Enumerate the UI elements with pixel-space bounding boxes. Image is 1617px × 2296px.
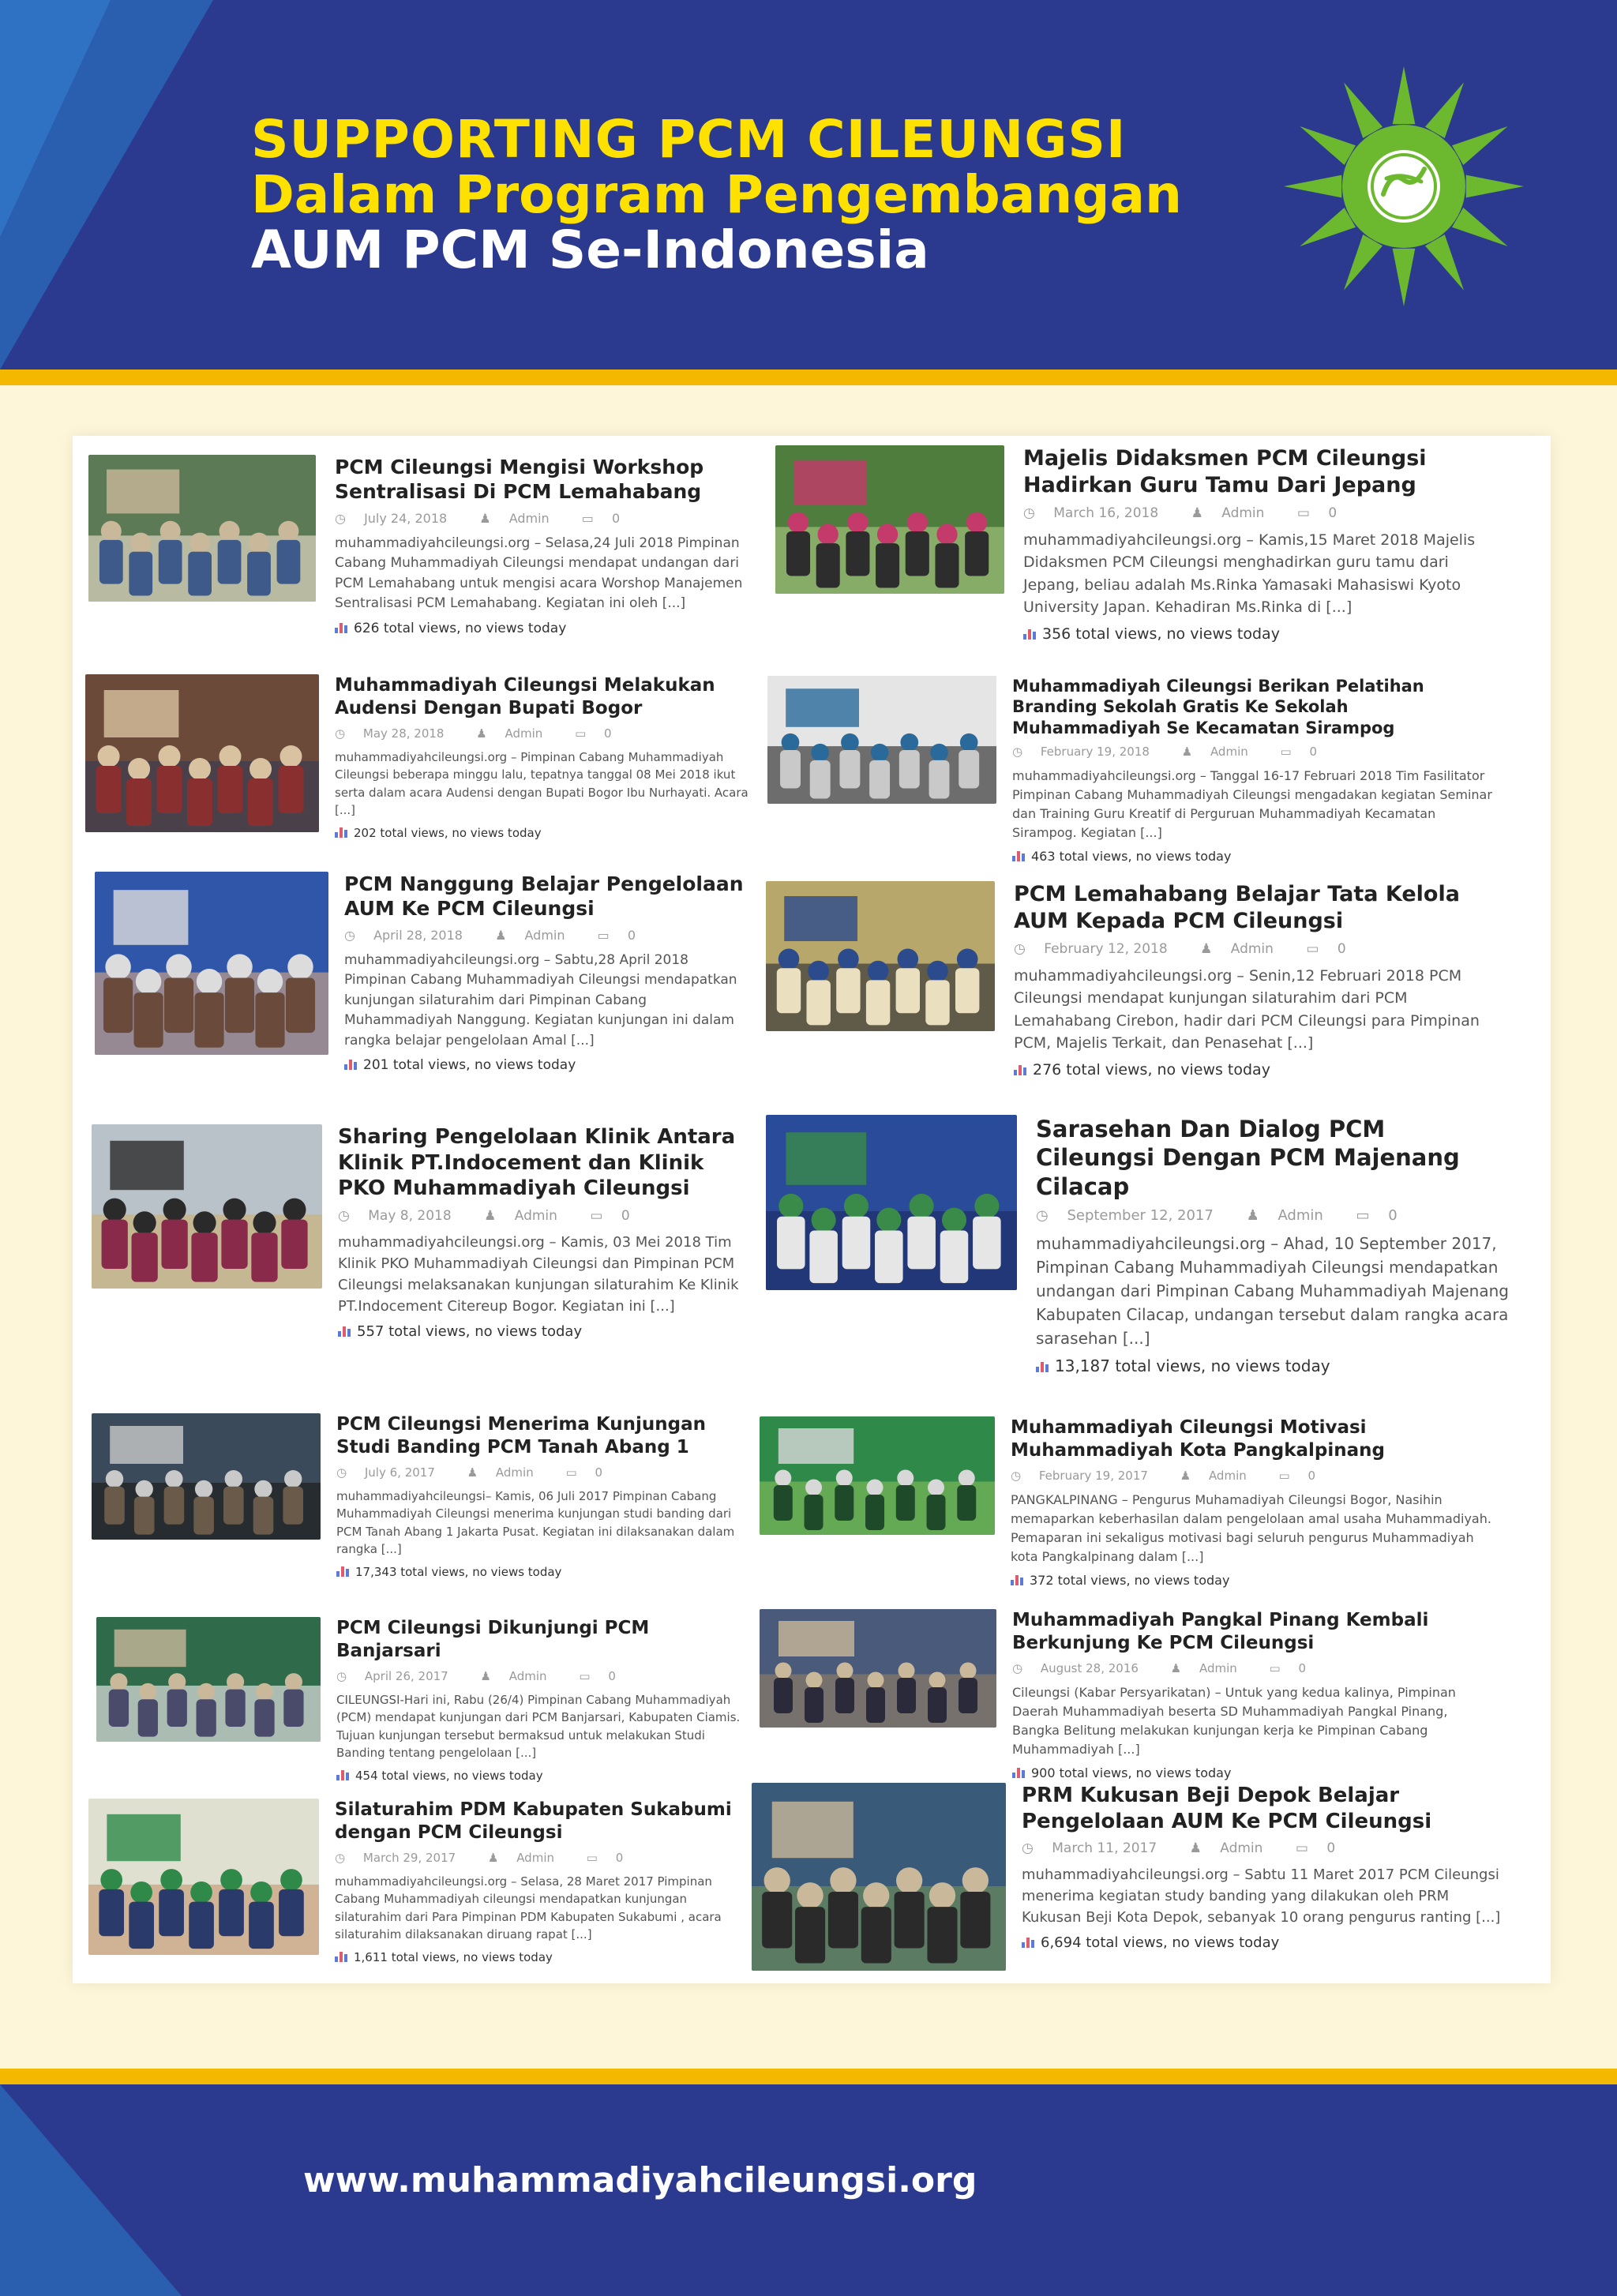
post-author[interactable] — [467, 1465, 548, 1480]
post-author-text: Admin — [508, 510, 550, 526]
post-comments[interactable] — [1270, 1661, 1321, 1675]
post-date — [338, 1208, 466, 1224]
post-title[interactable]: PCM Nanggung Belajar Pengelolaan AUM Ke PCM Cileungsi — [344, 872, 744, 921]
header-gold-stripe — [0, 370, 1617, 385]
post-thumbnail[interactable] — [760, 1609, 996, 1728]
bar-chart-icon — [1012, 850, 1025, 861]
post-meta — [335, 511, 745, 526]
post-body — [1011, 1416, 1492, 1588]
post-thumbnail[interactable] — [766, 881, 995, 1031]
post-body — [335, 1799, 745, 1964]
post-views — [335, 621, 745, 636]
bar-chart-icon — [344, 1059, 357, 1070]
comment-icon: ▭ — [586, 1850, 598, 1865]
post-body — [1022, 1783, 1511, 1951]
post-meta — [336, 1465, 747, 1480]
post-date-text: May 28, 2018 — [362, 726, 445, 741]
post-body — [338, 1124, 756, 1340]
post-date-text: February 19, 2017 — [1038, 1468, 1148, 1483]
clock-icon: ◷ — [336, 1668, 347, 1683]
post-date-text: July 24, 2018 — [364, 510, 448, 526]
comment-icon: ▭ — [597, 927, 610, 943]
post-thumbnail[interactable] — [767, 676, 996, 804]
post-author[interactable] — [481, 1669, 561, 1683]
post-date — [335, 511, 461, 526]
post-comments[interactable] — [1279, 1469, 1330, 1483]
post-meta — [338, 1208, 756, 1224]
post-excerpt: muhammadiyahcileungsi.org – Sabtu,28 April 2018 Pimpinan Cabang Muhammadiyah Cileungsi mendapatkan kunjungan silaturahim dari Pimpinan Cabang Muhammadiyah Nanggung. Kegiatan kunjungan ini dalam rangka belajar pengelolaan Amal [...] — [344, 951, 737, 1049]
user-icon: ♟ — [484, 1207, 497, 1224]
post-views-text: 463 total views, no views today — [1031, 848, 1232, 864]
post-author-text: Admin — [516, 1850, 554, 1865]
post-meta — [1012, 745, 1502, 759]
post-excerpt: CILEUNGSI-Hari ini, Rabu (26/4) Pimpinan Cabang Muhammadiyah (PCM) mendapat kunjungan dari PCM Banjarsari, Kabupaten Ciamis. Tujuan kunjungan tersebut bermaksud untuk melakukan Studi Banding tentang pengelolaan [...] — [336, 1692, 741, 1760]
footer-gold-stripe — [0, 2069, 1617, 2084]
post-excerpt: muhammadiyahcileungsi.org – Selasa, 28 Maret 2017 Pimpinan Cabang Muhammadiyah cileungsi mendapatkan kunjungan silaturahim dari Para Pimpinan PDM Kabupaten Sukabumi , acara silaturahim dilaksanakan diruang rapat [...] — [335, 1874, 722, 1941]
user-icon: ♟ — [1180, 1468, 1191, 1483]
user-icon: ♟ — [1189, 1840, 1202, 1856]
post-comments-count: 0 — [1298, 1660, 1307, 1675]
post-author[interactable] — [488, 1851, 568, 1865]
clock-icon: ◷ — [1022, 1840, 1034, 1856]
post-views-text: 626 total views, no views today — [354, 620, 567, 636]
post-views-text: 454 total views, no views today — [355, 1768, 543, 1783]
post-excerpt: muhammadiyahcileungsi.org – Tanggal 16-17 Februari 2018 Tim Fasilitator Pimpinan Cabang Muhammadiyah Cileungsi mengadakan kegiatan Seminar dan Training Guru Kreatif di Perguruan Muhammadiyah Kecamatan Sirampog. Kegiatan [...] — [1012, 767, 1492, 840]
comment-icon: ▭ — [581, 510, 594, 526]
post-views-text: 201 total views, no views today — [363, 1057, 576, 1073]
clock-icon: ◷ — [1014, 940, 1026, 957]
bar-chart-icon — [1014, 1064, 1026, 1075]
post-date-text: May 8, 2018 — [368, 1207, 452, 1224]
post-comments[interactable] — [1296, 1840, 1349, 1856]
post-date-text: March 16, 2018 — [1053, 505, 1159, 521]
clock-icon: ◷ — [1011, 1468, 1022, 1483]
user-icon: ♟ — [1170, 1660, 1182, 1675]
user-icon: ♟ — [480, 1668, 491, 1683]
user-icon: ♟ — [1191, 505, 1203, 521]
post-comments-count: 0 — [1328, 505, 1337, 521]
post-author[interactable] — [476, 726, 557, 741]
post-comments[interactable] — [582, 511, 634, 526]
post-date-text: September 12, 2017 — [1067, 1206, 1214, 1224]
user-icon: ♟ — [1200, 940, 1213, 957]
clock-icon: ◷ — [1012, 1660, 1023, 1675]
post-author[interactable] — [495, 928, 579, 943]
post-views-text: 13,187 total views, no views today — [1055, 1356, 1330, 1375]
post-comments-count: 0 — [1337, 940, 1346, 957]
bar-chart-icon — [1012, 1767, 1025, 1778]
post-thumbnail[interactable] — [92, 1413, 321, 1540]
post-author-text: Admin — [1210, 744, 1248, 759]
bar-chart-icon — [335, 622, 347, 633]
post-author[interactable] — [1182, 745, 1262, 759]
post-title[interactable]: Sharing Pengelolaan Klinik Antara Klinik PT.Indocement dan Klinik PKO Muhammadiyah Cileungsi — [338, 1125, 736, 1200]
comment-icon: ▭ — [1356, 1206, 1370, 1224]
muhammadiyah-logo-icon — [1279, 62, 1529, 311]
bar-chart-icon — [335, 827, 347, 838]
post-author-text: Admin — [1208, 1468, 1247, 1483]
post-body — [336, 1413, 747, 1579]
post-views — [336, 1565, 747, 1579]
post-comments-count: 0 — [595, 1465, 602, 1480]
post-body — [1014, 881, 1503, 1079]
post-excerpt: muhammadiyahcileungsi.org – Ahad, 10 September 2017, Pimpinan Cabang Muhammadiyah Cileungsi mendapatkan undangan dari Pimpinan Cabang Muhammadiyah Majenang Kabupaten Cilacap, undangan tersebut dalam rangka acara sarasehan [...] — [1036, 1233, 1509, 1348]
post-views-text: 900 total views, no views today — [1031, 1765, 1232, 1780]
post-body — [335, 455, 745, 636]
post-meta — [335, 726, 761, 741]
post-views — [1012, 1765, 1494, 1780]
post-author-text: Admin — [1230, 940, 1274, 957]
clock-icon: ◷ — [344, 927, 355, 943]
post-thumbnail[interactable] — [88, 455, 316, 602]
post-views — [1014, 1061, 1503, 1079]
post-excerpt: Cileungsi (Kabar Persyarikatan) – Untuk yang kedua kalinya, Pimpinan Daerah Muhammadiyah beserta SD Muhammadiyah Pangkal Pinang, Bangka Belitung melakukan kunjungan kerja ke Pimpinan Cabang Muhammadiyah [...] — [1012, 1684, 1456, 1757]
post-excerpt: muhammadiyahcileungsi.org – Kamis,15 Maret 2018 Majelis Didaksmen PCM Cileungsi menghadirkan guru tamu dari Jepang, beliau adalah Ms.Rinka Yamasaki Mahasiswi Kyoto University Japan. Kehadiran Ms.Rinka di [...] — [1023, 531, 1476, 616]
post-views-text: 356 total views, no views today — [1042, 625, 1280, 643]
post-date — [335, 726, 458, 741]
post-date-text: July 6, 2017 — [364, 1465, 435, 1480]
post-title[interactable]: PCM Cileungsi Mengisi Workshop Sentralisasi Di PCM Lemahabang — [335, 456, 704, 504]
comment-icon: ▭ — [590, 1207, 603, 1224]
post-views-text: 1,611 total views, no views today — [354, 1949, 553, 1964]
post-date — [1012, 1661, 1153, 1675]
headline-line-3: AUM PCM Se-Indonesia — [251, 219, 929, 280]
post-meta — [1012, 1661, 1494, 1675]
post-body — [344, 872, 755, 1073]
comment-icon: ▭ — [1280, 744, 1292, 759]
post-views-text: 276 total views, no views today — [1033, 1060, 1270, 1079]
post-date-text: February 12, 2018 — [1044, 940, 1168, 957]
post-title[interactable]: PCM Lemahabang Belajar Tata Kelola AUM Kepada PCM Cileungsi — [1014, 882, 1460, 933]
comment-icon: ▭ — [1269, 1660, 1281, 1675]
post-date — [336, 1465, 449, 1480]
post-thumbnail[interactable] — [92, 1124, 322, 1289]
post-title[interactable]: Muhammadiyah Pangkal Pinang Kembali Berkunjung Ke PCM Cileungsi — [1012, 1610, 1429, 1653]
post-thumbnail[interactable] — [760, 1416, 995, 1535]
clock-icon: ◷ — [1036, 1206, 1049, 1224]
bar-chart-icon — [336, 1769, 349, 1780]
post-views — [1023, 625, 1497, 643]
clock-icon: ◷ — [335, 726, 346, 741]
comment-icon: ▭ — [575, 726, 587, 741]
post-excerpt: muhammadiyahcileungsi.org – Senin,12 Februari 2018 PCM Cileungsi mendapat kunjungan silaturahim dari PCM Lemahabang Cirebon, hadir dari PCM Cileungsi para Pimpinan PCM, Majelis Terkait, dan Penasehat [...] — [1014, 966, 1480, 1052]
user-icon: ♟ — [479, 510, 491, 526]
post-meta — [1022, 1840, 1511, 1856]
post-date — [335, 1851, 470, 1865]
post-body — [1012, 676, 1502, 864]
post-meta — [336, 1669, 747, 1683]
post-comments[interactable] — [1281, 745, 1332, 759]
post-views — [335, 1950, 745, 1964]
post-date-text: March 11, 2017 — [1052, 1840, 1157, 1856]
user-icon: ♟ — [476, 726, 487, 741]
post-author[interactable] — [1200, 941, 1288, 957]
post-date-text: February 19, 2018 — [1040, 744, 1150, 759]
post-author[interactable] — [479, 511, 563, 526]
post-meta — [1011, 1469, 1492, 1483]
post-thumbnail[interactable] — [85, 674, 319, 832]
post-views-text: 17,343 total views, no views today — [355, 1564, 562, 1579]
post-views — [338, 1323, 756, 1340]
post-author-text: Admin — [508, 1668, 547, 1683]
post-date-text: March 29, 2017 — [362, 1850, 456, 1865]
post-body — [1036, 1115, 1510, 1375]
post-comments[interactable] — [590, 1208, 643, 1224]
post-author-text: Admin — [1277, 1206, 1323, 1224]
post-views-text: 6,694 total views, no views today — [1041, 1934, 1280, 1951]
user-icon: ♟ — [1246, 1206, 1259, 1224]
bar-chart-icon — [336, 1566, 349, 1577]
post-author-text: Admin — [1221, 505, 1265, 521]
clock-icon: ◷ — [335, 1850, 346, 1865]
comment-icon: ▭ — [1295, 1840, 1308, 1856]
post-title[interactable]: Muhammadiyah Cileungsi Melakukan Audensi Dengan Bupati Bogor — [335, 675, 715, 718]
post-title[interactable]: PRM Kukusan Beji Depok Belajar Pengelolaan AUM Ke PCM Cileungsi — [1022, 1784, 1432, 1833]
bar-chart-icon — [338, 1326, 351, 1337]
post-comments-count: 0 — [604, 726, 612, 741]
post-comments-count: 0 — [627, 927, 636, 943]
post-date — [1011, 1469, 1162, 1483]
post-excerpt: PANGKALPINANG – Pengurus Muhamadiyah Cileungsi Bogor, Nasihin memaparkan keberhasilan dalam pengelolaan amal usaha Muhammadiyah. Pemaparan ini sekaligus motivasi bagi seluruh pengurus Muhammadiyah kota Pangkalpinang dalam [...] — [1011, 1491, 1491, 1564]
post-thumbnail[interactable] — [88, 1799, 319, 1955]
comment-icon: ▭ — [579, 1668, 591, 1683]
post-title[interactable]: PCM Cileungsi Dikunjungi PCM Banjarsari — [336, 1618, 650, 1661]
post-comments-count: 0 — [608, 1668, 616, 1683]
post-views-text: 557 total views, no views today — [357, 1322, 583, 1340]
post-comments-count: 0 — [1326, 1840, 1336, 1856]
clock-icon: ◷ — [1023, 505, 1035, 521]
post-date-text: April 26, 2017 — [364, 1668, 448, 1683]
post-excerpt: muhammadiyahcileungsi.org – Sabtu 11 Maret 2017 PCM Cileungsi menerima kegiatan study banding yang dilakukan oleh PRM Kukusan Beji Kota Depok, sebanyak 10 orang pengurus ranting [...] — [1022, 1866, 1501, 1926]
comment-icon: ▭ — [565, 1465, 577, 1480]
post-title[interactable]: Muhammadiyah Cileungsi Motivasi Muhammadiyah Kota Pangkalpinang — [1011, 1417, 1385, 1461]
comment-icon: ▭ — [1306, 940, 1319, 957]
post-author-text: Admin — [514, 1207, 557, 1224]
post-title[interactable]: Majelis Didaksmen PCM Cileungsi Hadirkan Guru Tamu Dari Jepang — [1023, 446, 1427, 497]
post-views-text: 202 total views, no views today — [354, 825, 542, 840]
post-date — [1022, 1840, 1171, 1856]
post-thumbnail[interactable] — [775, 445, 1004, 594]
user-icon: ♟ — [487, 1850, 499, 1865]
post-thumbnail[interactable] — [752, 1783, 1006, 1971]
post-author[interactable] — [1180, 1469, 1261, 1483]
post-author[interactable] — [1191, 505, 1279, 521]
post-views — [1011, 1573, 1492, 1588]
post-date-text: April 28, 2018 — [373, 927, 463, 943]
post-title[interactable]: Sarasehan Dan Dialog PCM Cileungsi Dengan PCM Majenang Cilacap — [1036, 1116, 1460, 1200]
header-banner — [0, 0, 1617, 370]
post-excerpt: muhammadiyahcileungsi– Kamis, 06 Juli 2017 Pimpinan Cabang Muhammadiyah Cileungsi menerima kunjungan studi banding dari PCM Tanah Abang 1 Jakarta Pusat. Kegiatan ini dilaksanakan dalam rangka [...] — [336, 1488, 735, 1556]
post-views-text: 372 total views, no views today — [1030, 1572, 1230, 1588]
post-date-text: August 28, 2016 — [1040, 1660, 1139, 1675]
post-comments[interactable] — [565, 1465, 617, 1480]
user-icon: ♟ — [1181, 744, 1193, 759]
post-body — [336, 1617, 747, 1783]
headline-line-2: Dalam Program Pengembangan — [251, 164, 1183, 225]
post-author-text: Admin — [1220, 1840, 1263, 1856]
post-views — [1012, 849, 1502, 864]
website-url[interactable]: www.muhammadiyahcileungsi.org — [303, 2160, 977, 2200]
post-meta — [335, 1851, 745, 1865]
post-excerpt: muhammadiyahcileungsi.org – Kamis, 03 Mei 2018 Tim Klinik PKO Muhammadiyah Cileungsi dan Pimpinan PCM Cileungsi melaksanakan kunjungan silaturahim Ke Klinik PT.Indocement Citereup Bogor. Kegiatan ini [...] — [338, 1233, 739, 1315]
post-author-text: Admin — [505, 726, 543, 741]
post-views — [336, 1769, 747, 1783]
post-thumbnail[interactable] — [95, 872, 328, 1055]
post-comments-count: 0 — [615, 1850, 624, 1865]
post-title[interactable]: Muhammadiyah Cileungsi Berikan Pelatihan Branding Sekolah Gratis Ke Sekolah Muhammadiyah Se Kecamatan Sirampog — [1012, 677, 1424, 737]
post-author[interactable] — [484, 1208, 572, 1224]
post-date — [336, 1669, 463, 1683]
bar-chart-icon — [1022, 1937, 1034, 1948]
post-date — [1023, 505, 1172, 521]
post-meta — [1023, 505, 1497, 521]
post-views — [335, 826, 761, 840]
post-comments-count: 0 — [612, 510, 621, 526]
bar-chart-icon — [1011, 1574, 1023, 1585]
user-icon: ♟ — [495, 927, 507, 943]
bar-chart-icon — [335, 1951, 347, 1962]
post-author[interactable] — [1171, 1661, 1251, 1675]
post-body — [1023, 445, 1497, 643]
post-date — [344, 928, 477, 943]
post-views — [1022, 1934, 1511, 1951]
post-excerpt: muhammadiyahcileungsi.org – Selasa,24 Juli 2018 Pimpinan Cabang Muhammadiyah Cileungsi mendapat undangan dari PCM Lemahabang untuk mengisi acara Worshop Manajemen Sentralisasi PCM Lemahabang. Kegiatan ini oleh [...] — [335, 535, 743, 611]
post-author-text: Admin — [1199, 1660, 1237, 1675]
post-body — [335, 674, 761, 840]
clock-icon: ◷ — [1012, 744, 1023, 759]
post-author[interactable] — [1247, 1207, 1337, 1224]
headline-line-1: SUPPORTING PCM CILEUNGSI — [251, 109, 1127, 170]
clock-icon: ◷ — [335, 510, 346, 526]
post-meta — [1036, 1207, 1510, 1224]
post-title[interactable]: PCM Cileungsi Menerima Kunjungan Studi Banding PCM Tanah Abang 1 — [336, 1414, 707, 1458]
post-comments[interactable] — [587, 1851, 638, 1865]
post-comments[interactable] — [1356, 1207, 1412, 1224]
header-accent-shape-light — [0, 0, 111, 237]
post-comments-count: 0 — [1309, 744, 1318, 759]
comment-icon: ▭ — [1278, 1468, 1290, 1483]
post-comments[interactable] — [1297, 505, 1351, 521]
bar-chart-icon — [1023, 628, 1036, 640]
post-comments[interactable] — [1306, 941, 1360, 957]
post-body — [1012, 1609, 1494, 1780]
clock-icon: ◷ — [338, 1207, 350, 1224]
post-author-text: Admin — [495, 1465, 534, 1480]
comment-icon: ▭ — [1296, 505, 1310, 521]
post-comments[interactable] — [575, 726, 626, 741]
post-thumbnail[interactable] — [96, 1617, 321, 1742]
post-excerpt: muhammadiyahcileungsi.org – Pimpinan Cabang Muhammadiyah Cileungsi beberapa minggu lalu, tepatnya tanggal 08 Mei 2018 ikut serta dalam acara Audensi dengan Bupati Bogor Ibu Nurhayati. Acara [...] — [335, 749, 748, 817]
post-views — [344, 1057, 755, 1073]
post-author[interactable] — [1190, 1840, 1277, 1856]
post-date — [1012, 745, 1164, 759]
post-date — [1036, 1207, 1228, 1224]
post-date — [1014, 941, 1182, 957]
post-comments[interactable] — [579, 1669, 630, 1683]
post-title[interactable]: Silaturahim PDM Kabupaten Sukabumi dengan PCM Cileungsi — [335, 1799, 732, 1843]
post-comments[interactable] — [598, 928, 650, 943]
post-comments-count: 0 — [1307, 1468, 1316, 1483]
post-meta — [344, 928, 755, 943]
post-thumbnail[interactable] — [766, 1115, 1017, 1290]
post-views — [1036, 1356, 1510, 1375]
bar-chart-icon — [1036, 1361, 1049, 1372]
footer-accent-shape — [0, 2084, 182, 2296]
post-author-text: Admin — [524, 927, 565, 943]
post-comments-count: 0 — [621, 1207, 630, 1224]
user-icon: ♟ — [467, 1465, 478, 1480]
clock-icon: ◷ — [336, 1465, 347, 1480]
footer-banner — [0, 2084, 1617, 2296]
post-comments-count: 0 — [1388, 1206, 1398, 1224]
posts-collage-panel — [73, 436, 1551, 1983]
post-meta — [1014, 941, 1503, 957]
